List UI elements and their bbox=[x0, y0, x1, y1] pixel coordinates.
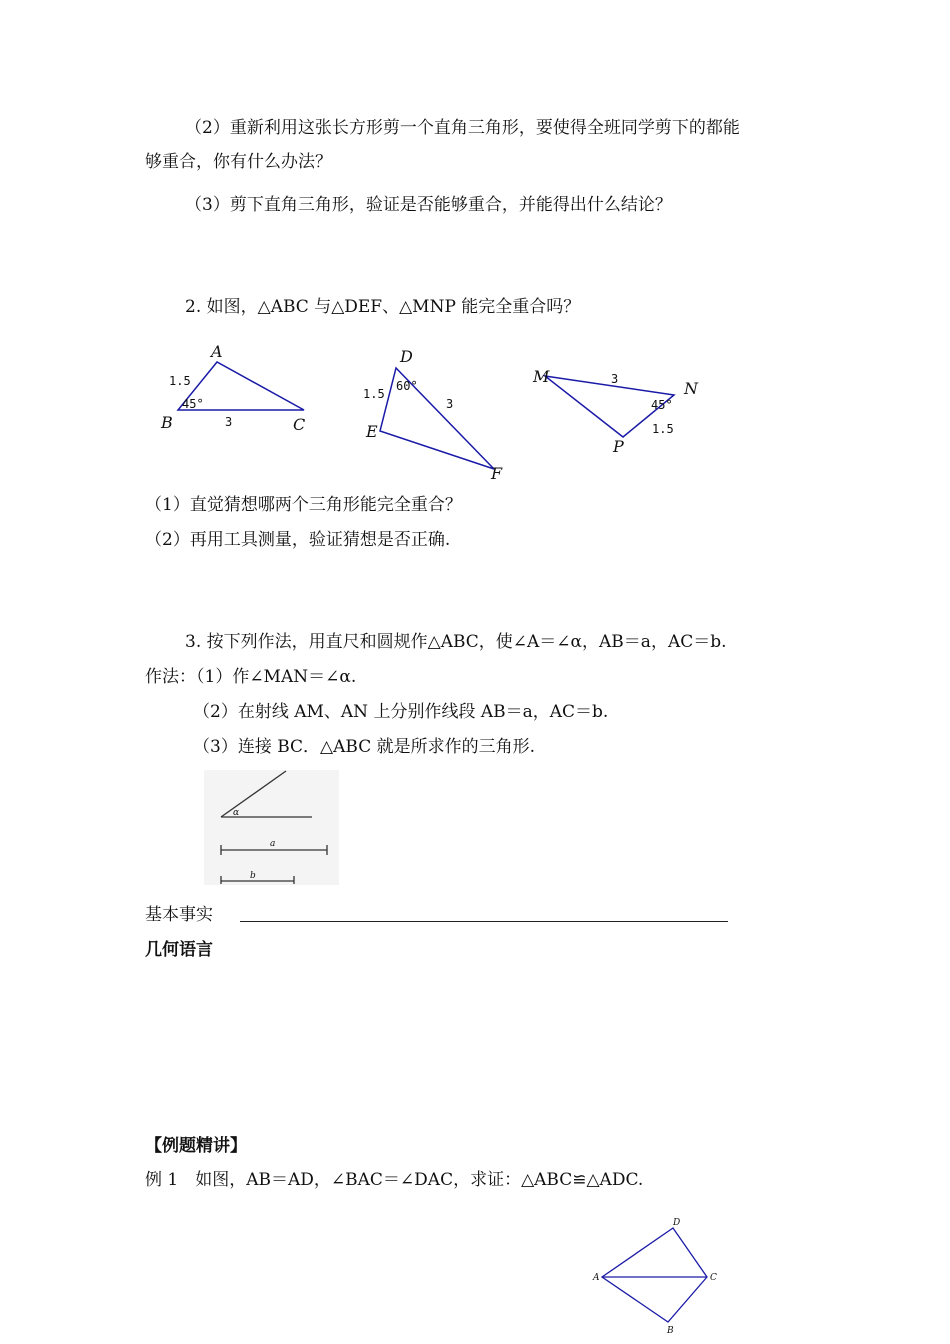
geometry-language-label: 几何语言 bbox=[145, 940, 213, 960]
angle-n-measure: 45° bbox=[651, 398, 673, 412]
example-vertex-a-label: A bbox=[593, 1273, 600, 1283]
question-1-part-2-line-1: （2）重新利用这张长方形剪一个直角三角形，要使得全班同学剪下的都能 bbox=[185, 118, 740, 138]
basic-fact-label: 基本事实 bbox=[145, 905, 213, 925]
construction-step-2: （2）在射线 AM、AN 上分别作线段 AB＝a，AC＝b. bbox=[193, 702, 609, 722]
vertex-n-label: N bbox=[684, 379, 698, 398]
side-mn-length: 3 bbox=[611, 372, 619, 386]
question-2-part-1: （1）直觉猜想哪两个三角形能完全重合？ bbox=[145, 495, 462, 515]
side-bc-length: 3 bbox=[225, 415, 233, 429]
question-2: 2. 如图，△ABC 与△DEF、△MNP 能完全重合吗？ bbox=[185, 297, 581, 317]
side-ab-length: 1.5 bbox=[169, 374, 191, 388]
vertex-f-label: F bbox=[491, 464, 503, 483]
quadrilateral-abcd bbox=[602, 1228, 707, 1322]
question-3: 3. 按下列作法，用直尺和圆规作△ABC，使∠A＝∠α，AB＝a，AC＝b. bbox=[185, 632, 727, 652]
vertex-e-label: E bbox=[366, 422, 378, 441]
vertex-m-label: M bbox=[533, 367, 550, 386]
example-1: 例 1 如图，AB＝AD，∠BAC＝∠DAC，求证：△ABC≌△ADC. bbox=[145, 1170, 644, 1190]
question-1-part-2-line-2: 够重合，你有什么办法？ bbox=[145, 152, 332, 172]
section-examples-title: 【例题精讲】 bbox=[145, 1136, 247, 1156]
question-2-part-2: （2）再用工具测量，验证猜想是否正确. bbox=[145, 530, 451, 550]
side-de-length: 1.5 bbox=[363, 387, 385, 401]
vertex-a-label: A bbox=[211, 342, 223, 361]
side-df-length: 3 bbox=[446, 397, 454, 411]
example-vertex-b-label: B bbox=[667, 1326, 674, 1336]
example-vertex-c-label: C bbox=[710, 1273, 717, 1283]
vertex-p-label: P bbox=[613, 437, 624, 456]
example-vertex-d-label: D bbox=[673, 1218, 681, 1228]
vertex-d-label: D bbox=[400, 347, 413, 366]
construction-step-1: 作法：（1）作∠MAN＝∠α. bbox=[145, 667, 357, 687]
angle-b-measure: 45° bbox=[182, 397, 204, 411]
question-1-part-3: （3）剪下直角三角形，验证是否能够重合，并能得出什么结论？ bbox=[185, 195, 672, 215]
angle-d-measure: 60° bbox=[396, 379, 418, 393]
alpha-label: α bbox=[233, 808, 240, 818]
vertex-c-label: C bbox=[293, 415, 306, 434]
segment-a-label: a bbox=[270, 839, 276, 849]
vertex-b-label: B bbox=[161, 413, 173, 432]
side-np-length: 1.5 bbox=[652, 422, 674, 436]
segment-b-label: b bbox=[250, 871, 256, 881]
construction-step-3: （3）连接 BC．△ABC 就是所求作的三角形. bbox=[193, 737, 536, 757]
